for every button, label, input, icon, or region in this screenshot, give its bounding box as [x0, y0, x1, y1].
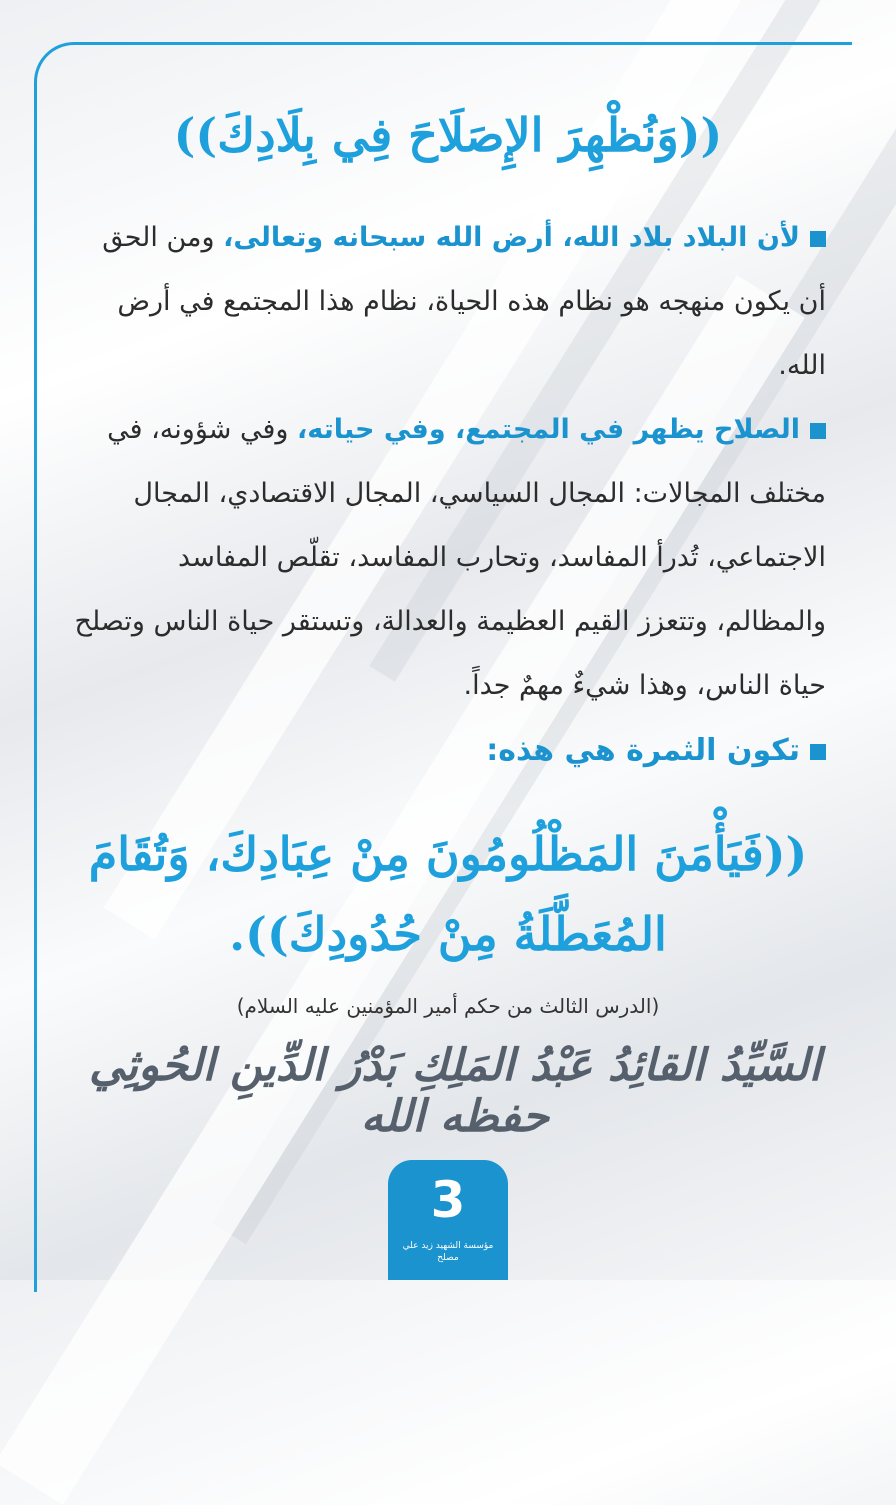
calligraphy-signature: السَّيِّدُ القائِدُ عَبْدُ المَلِكِ بَدْرُ الدِّينِ الحُوثِي حفظه الله	[89, 1040, 821, 1142]
paragraph-3	[70, 718, 826, 784]
quote-text: ((فَيَأْمَنَ المَظْلُومُونَ مِنْ عِبَادِكَ، وَتُقَامَ المُعَطَّلَةُ مِنْ حُدُودِكَ)).	[88, 827, 808, 961]
main-content	[70, 100, 826, 1018]
logo-mark-icon: 3	[430, 1171, 466, 1229]
paragraph-2	[70, 398, 826, 718]
source-citation: (الدرس الثالث من حكم أمير المؤمنين عليه السلام)	[236, 994, 660, 1018]
square-bullet-icon	[810, 423, 826, 439]
paragraph-3-lead: تكون الثمرة هي هذه:	[486, 733, 800, 768]
square-bullet-icon	[810, 744, 826, 760]
paragraph-1-lead: لأن البلاد بلاد الله، أرض الله سبحانه وتعالى،	[223, 222, 800, 253]
foundation-logo	[388, 1150, 508, 1280]
paragraph-2-lead: الصلاح يظهر في المجتمع، وفي حياته،	[297, 414, 800, 445]
logo-text: مؤسسة الشهيد زيد علي مصلح	[402, 1241, 494, 1263]
paragraph-1-text: ومن الحق أن يكون منهجه هو نظام هذه الحياة، نظام هذا المجتمع في أرض الله.	[102, 222, 826, 381]
paragraph-1	[70, 206, 826, 398]
square-bullet-icon	[810, 231, 826, 247]
paragraph-2-text: وفي شؤونه، في مختلف المجالات: المجال السياسي، المجال الاقتصادي، المجال الاجتماعي، تُدرأ المفاسد، وتحارب المفاسد، تقلّص المفاسد والمظالم، وتتعزز القيم العظيمة والعدالة، وتستقر حياة الناس وتصلح حياة الناس، وهذا شيءٌ مهمٌ جداً.	[74, 414, 826, 701]
frame-fade	[700, 42, 860, 45]
page-title: ((وَنُظْهِرَ الإِصَلَاحَ فِي بِلَادِكَ))	[173, 108, 723, 162]
